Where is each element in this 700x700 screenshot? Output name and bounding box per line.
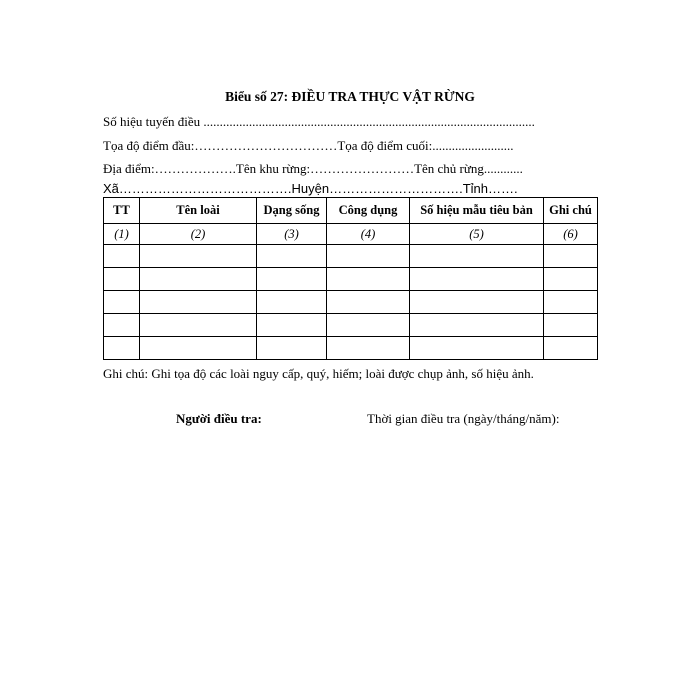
header-species-name: Tên loài <box>140 198 257 224</box>
empty-cell <box>544 291 598 314</box>
empty-cell <box>257 268 327 291</box>
table-row <box>104 245 598 268</box>
empty-cell <box>257 337 327 360</box>
location-field: Địa điểm:……………….Tên khu rừng:……………………Tên chủ rừng............ <box>103 161 523 176</box>
empty-cell <box>257 291 327 314</box>
empty-cell <box>104 245 140 268</box>
survey-table <box>103 197 598 360</box>
empty-cell <box>104 314 140 337</box>
header-specimen-number: Số hiệu mẫu tiêu bản <box>410 198 544 224</box>
survey-date-label: Thời gian điều tra (ngày/tháng/năm): <box>367 411 560 426</box>
empty-cell <box>410 314 544 337</box>
index-cell: (3) <box>257 224 327 245</box>
empty-cell <box>104 337 140 360</box>
empty-cell <box>327 314 410 337</box>
empty-cell <box>410 268 544 291</box>
table-row <box>104 268 598 291</box>
empty-cell <box>544 245 598 268</box>
empty-cell <box>257 245 327 268</box>
header-tt: TT <box>104 198 140 224</box>
footnote: Ghi chú: Ghi tọa độ các loài nguy cấp, quý, hiếm; loài được chụp ảnh, số hiệu ảnh. <box>103 366 534 381</box>
index-cell: (2) <box>140 224 257 245</box>
investigator-label: Người điều tra: <box>176 411 262 426</box>
empty-cell <box>140 268 257 291</box>
empty-cell <box>410 291 544 314</box>
empty-cell <box>327 268 410 291</box>
empty-cell <box>140 314 257 337</box>
table-row <box>104 337 598 360</box>
index-cell: (4) <box>327 224 410 245</box>
administrative-field: Xã………………………………….Huyện………………………….Tỉnh……. <box>103 181 518 196</box>
table-row <box>104 291 598 314</box>
empty-cell <box>410 337 544 360</box>
empty-cell <box>544 337 598 360</box>
empty-cell <box>140 337 257 360</box>
empty-cell <box>140 291 257 314</box>
empty-cell <box>327 245 410 268</box>
header-usage: Công dụng <box>327 198 410 224</box>
empty-cell <box>327 291 410 314</box>
empty-cell <box>140 245 257 268</box>
empty-cell <box>544 268 598 291</box>
index-cell: (5) <box>410 224 544 245</box>
index-cell: (6) <box>544 224 598 245</box>
coordinates-field: Tọa độ điểm đầu:……………………………Tọa độ điểm cuối:......................... <box>103 138 514 153</box>
form-title: Biểu số 27: ĐIỀU TRA THỰC VẬT RỪNG <box>225 89 475 104</box>
table-index-row <box>104 224 598 245</box>
header-note: Ghi chú <box>544 198 598 224</box>
empty-cell <box>327 337 410 360</box>
empty-cell <box>410 245 544 268</box>
header-life-form: Dạng sống <box>257 198 327 224</box>
table-header-row <box>104 198 598 224</box>
index-cell: (1) <box>104 224 140 245</box>
table-row <box>104 314 598 337</box>
empty-cell <box>257 314 327 337</box>
empty-cell <box>104 291 140 314</box>
empty-cell <box>544 314 598 337</box>
empty-cell <box>104 268 140 291</box>
route-number-field: Số hiệu tuyến điều ...................................................................................................... <box>103 114 535 129</box>
